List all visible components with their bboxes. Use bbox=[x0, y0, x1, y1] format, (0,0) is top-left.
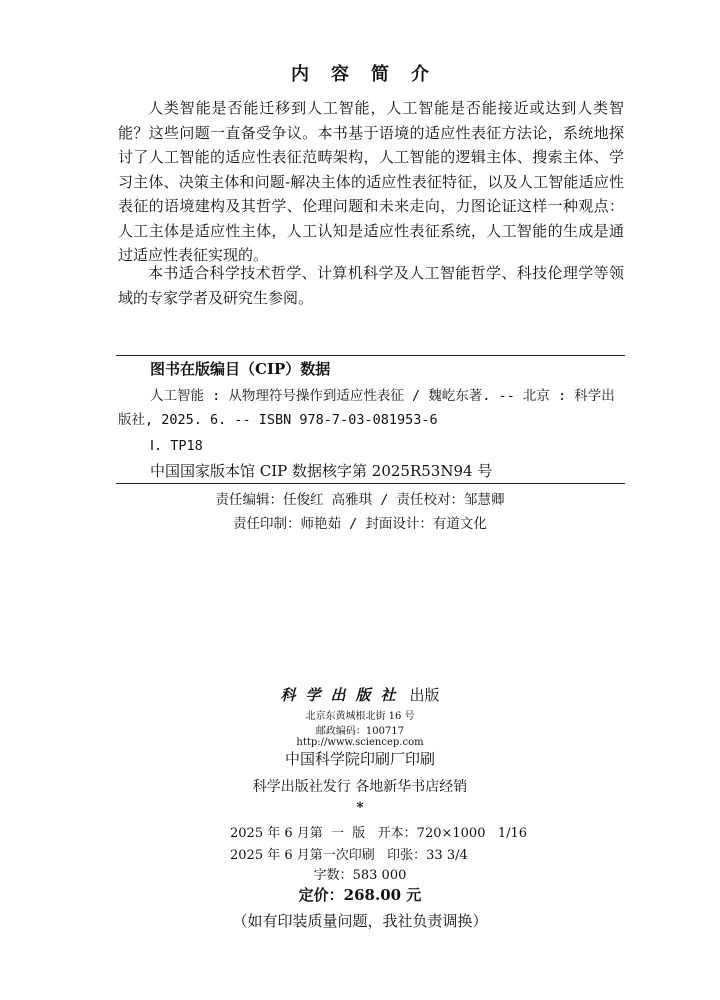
distribution: 科学出版社发行 各地新华书店经销 bbox=[252, 779, 468, 795]
publisher-url: http://www.sciencep.com bbox=[296, 737, 424, 748]
intro-paragraph-1: 人类智能是否能迁移到人工智能，人工智能是否能接近或达到人类智能？这些问题一直备受争议。本书基于语境的适应性表征方法论，系统地探讨了人工智能的适应性表征范畴架构，人工智能的逻辑主体、搜索主体、学习主体、决策主体和问题-解决主体的适应性表征特征，以及人工智能适应性表征的语境建构及其哲学、伦理问题和未来走向，力图论证这样一种观点：人工主体是适应性主体，人工认知是适应性表征系统，人工智能的生成是通过适应性表征实现的。 bbox=[118, 99, 624, 264]
publisher-postcode: 邮政编码：100717 bbox=[315, 726, 405, 737]
price: 定价：268.00 元 bbox=[298, 886, 422, 904]
printing-info: 2025 年 6 月第一次印刷 印张：33 3/4 bbox=[230, 848, 468, 863]
separator-asterisk: * bbox=[356, 800, 364, 816]
production-credits: 责任印制：师艳茹 / 封面设计：有道文化 bbox=[233, 516, 487, 532]
publisher-address: 北京东黄城根北街 16 号 bbox=[305, 711, 415, 722]
edition-info: 2025 年 6 月第 一 版 开本：720×1000 1/16 bbox=[230, 826, 528, 841]
word-count: 字数：583 000 bbox=[313, 868, 407, 883]
quality-note: （如有印装质量问题，我社负责调换） bbox=[232, 912, 488, 930]
editor-credits: 责任编辑：任俊红 高雅琪 / 责任校对：邹慧卿 bbox=[215, 492, 505, 508]
publisher-name: 科学出版社 bbox=[280, 686, 406, 704]
cip-bottom-rule bbox=[116, 483, 625, 484]
printer: 中国科学院印刷厂印刷 bbox=[284, 750, 435, 768]
cip-approval-number: 中国国家版本馆 CIP 数据核字第 2025R53N94 号 bbox=[150, 462, 493, 480]
publisher-line bbox=[0, 684, 720, 705]
publisher-suffix: 出版 bbox=[409, 686, 440, 704]
intro-title: 内容简介 bbox=[291, 64, 451, 85]
intro-paragraph-2: 本书适合科学技术哲学、计算机科学及人工智能哲学、科技伦理学等领域的专家学者及研究生参阅。 bbox=[118, 264, 624, 307]
cip-entry: 人工智能 : 从物理符号操作到适应性表征 / 魏屹东著. -- 北京 : 科学出版社, 2025. 6. -- ISBN 978-7-03-081953-6 bbox=[118, 388, 615, 428]
cip-top-rule bbox=[116, 355, 625, 356]
cip-classification: Ⅰ. TP18 bbox=[150, 438, 203, 454]
cip-heading: 图书在版编目（CIP）数据 bbox=[150, 360, 331, 378]
